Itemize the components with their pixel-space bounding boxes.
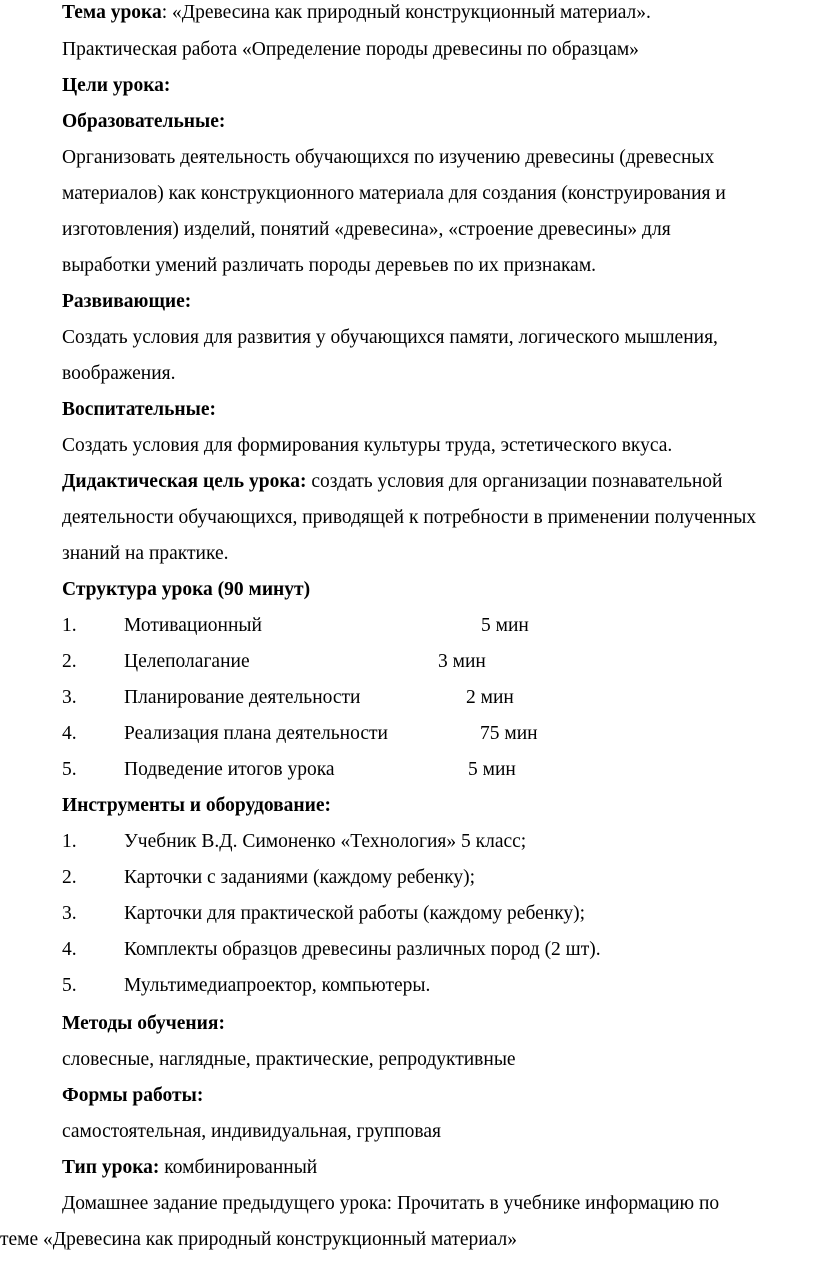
practical-work-title: Практическая работа «Определение породы древесины по образцам» — [62, 39, 639, 60]
structure-item-name: Целеполагание — [124, 651, 250, 672]
didactic-goal-line — [62, 470, 722, 494]
equipment-item-text: Карточки для практической работы (каждому ребенку); — [124, 903, 586, 924]
structure-item-duration: 5 мин — [468, 759, 516, 780]
developmental-heading: Развивающие: — [62, 291, 192, 312]
didactic-goal-line: деятельности обучающихся, приводящей к потребности в применении полученных — [62, 507, 757, 528]
structure-item-name: Планирование деятельности — [124, 687, 361, 708]
topic-label: Тема урока — [62, 2, 162, 23]
structure-heading: Структура урока (90 минут) — [62, 579, 311, 600]
equipment-item-text: Мультимедиапроектор, компьютеры. — [124, 975, 431, 996]
topic-line — [62, 1, 651, 25]
structure-item-duration: 3 мин — [438, 651, 486, 672]
forms-text: самостоятельная, индивидуальная, групповая — [62, 1121, 441, 1142]
educational-line: материалов) как конструкционного материала для создания (конструирования и — [62, 183, 726, 204]
equipment-item-number: 3. — [62, 903, 77, 924]
developmental-line: Создать условия для развития у обучающихся памяти, логического мышления, — [62, 327, 718, 348]
didactic-goal-line: знаний на практике. — [62, 543, 229, 564]
upbringing-line: Создать условия для формирования культуры труда, эстетического вкуса. — [62, 435, 673, 456]
lesson-type-label: Тип урока: — [62, 1157, 160, 1178]
topic-text: : «Древесина как природный конструкционный материал». — [161, 2, 651, 23]
goals-heading: Цели урока: — [62, 75, 171, 96]
equipment-item-text: Учебник В.Д. Симоненко «Технология» 5 класс; — [124, 831, 527, 852]
didactic-goal-text: создать условия для организации познавательной — [306, 471, 723, 492]
equipment-item-number: 2. — [62, 867, 77, 888]
equipment-item-number: 4. — [62, 939, 77, 960]
methods-heading: Методы обучения: — [62, 1013, 225, 1034]
lesson-type-line — [62, 1156, 317, 1180]
equipment-item-text: Карточки с заданиями (каждому ребенку); — [124, 867, 476, 888]
structure-item-number: 1. — [62, 615, 77, 636]
structure-item-number: 5. — [62, 759, 77, 780]
structure-item-name: Подведение итогов урока — [124, 759, 335, 780]
developmental-line: воображения. — [62, 363, 176, 384]
structure-item-name: Мотивационный — [124, 615, 262, 636]
structure-item-duration: 75 мин — [480, 723, 538, 744]
equipment-item-number: 1. — [62, 831, 77, 852]
homework-line: теме «Древесина как природный конструкционный материал» — [0, 1229, 518, 1250]
didactic-goal-label: Дидактическая цель урока: — [62, 471, 307, 492]
structure-item-duration: 5 мин — [481, 615, 529, 636]
forms-heading: Формы работы: — [62, 1085, 204, 1106]
upbringing-heading: Воспитательные: — [62, 399, 217, 420]
equipment-heading: Инструменты и оборудование: — [62, 795, 332, 816]
educational-line: выработки умений различать породы деревьев по их признакам. — [62, 255, 597, 276]
educational-line: Организовать деятельность обучающихся по изучению древесины (древесных — [62, 147, 715, 168]
homework-line: Домашнее задание предыдущего урока: Прочитать в учебнике информацию по — [62, 1193, 720, 1214]
structure-item-number: 3. — [62, 687, 77, 708]
educational-heading: Образовательные: — [62, 111, 226, 132]
equipment-item-text: Комплекты образцов древесины различных пород (2 шт). — [124, 939, 601, 960]
structure-item-name: Реализация плана деятельности — [124, 723, 388, 744]
methods-text: словесные, наглядные, практические, репродуктивные — [62, 1049, 516, 1070]
lesson-type-text: комбинированный — [159, 1157, 318, 1178]
equipment-item-number: 5. — [62, 975, 77, 996]
educational-line: изготовления) изделий, понятий «древесина», «строение древесины» для — [62, 219, 671, 240]
structure-item-number: 4. — [62, 723, 77, 744]
structure-item-duration: 2 мин — [466, 687, 514, 708]
structure-item-number: 2. — [62, 651, 77, 672]
